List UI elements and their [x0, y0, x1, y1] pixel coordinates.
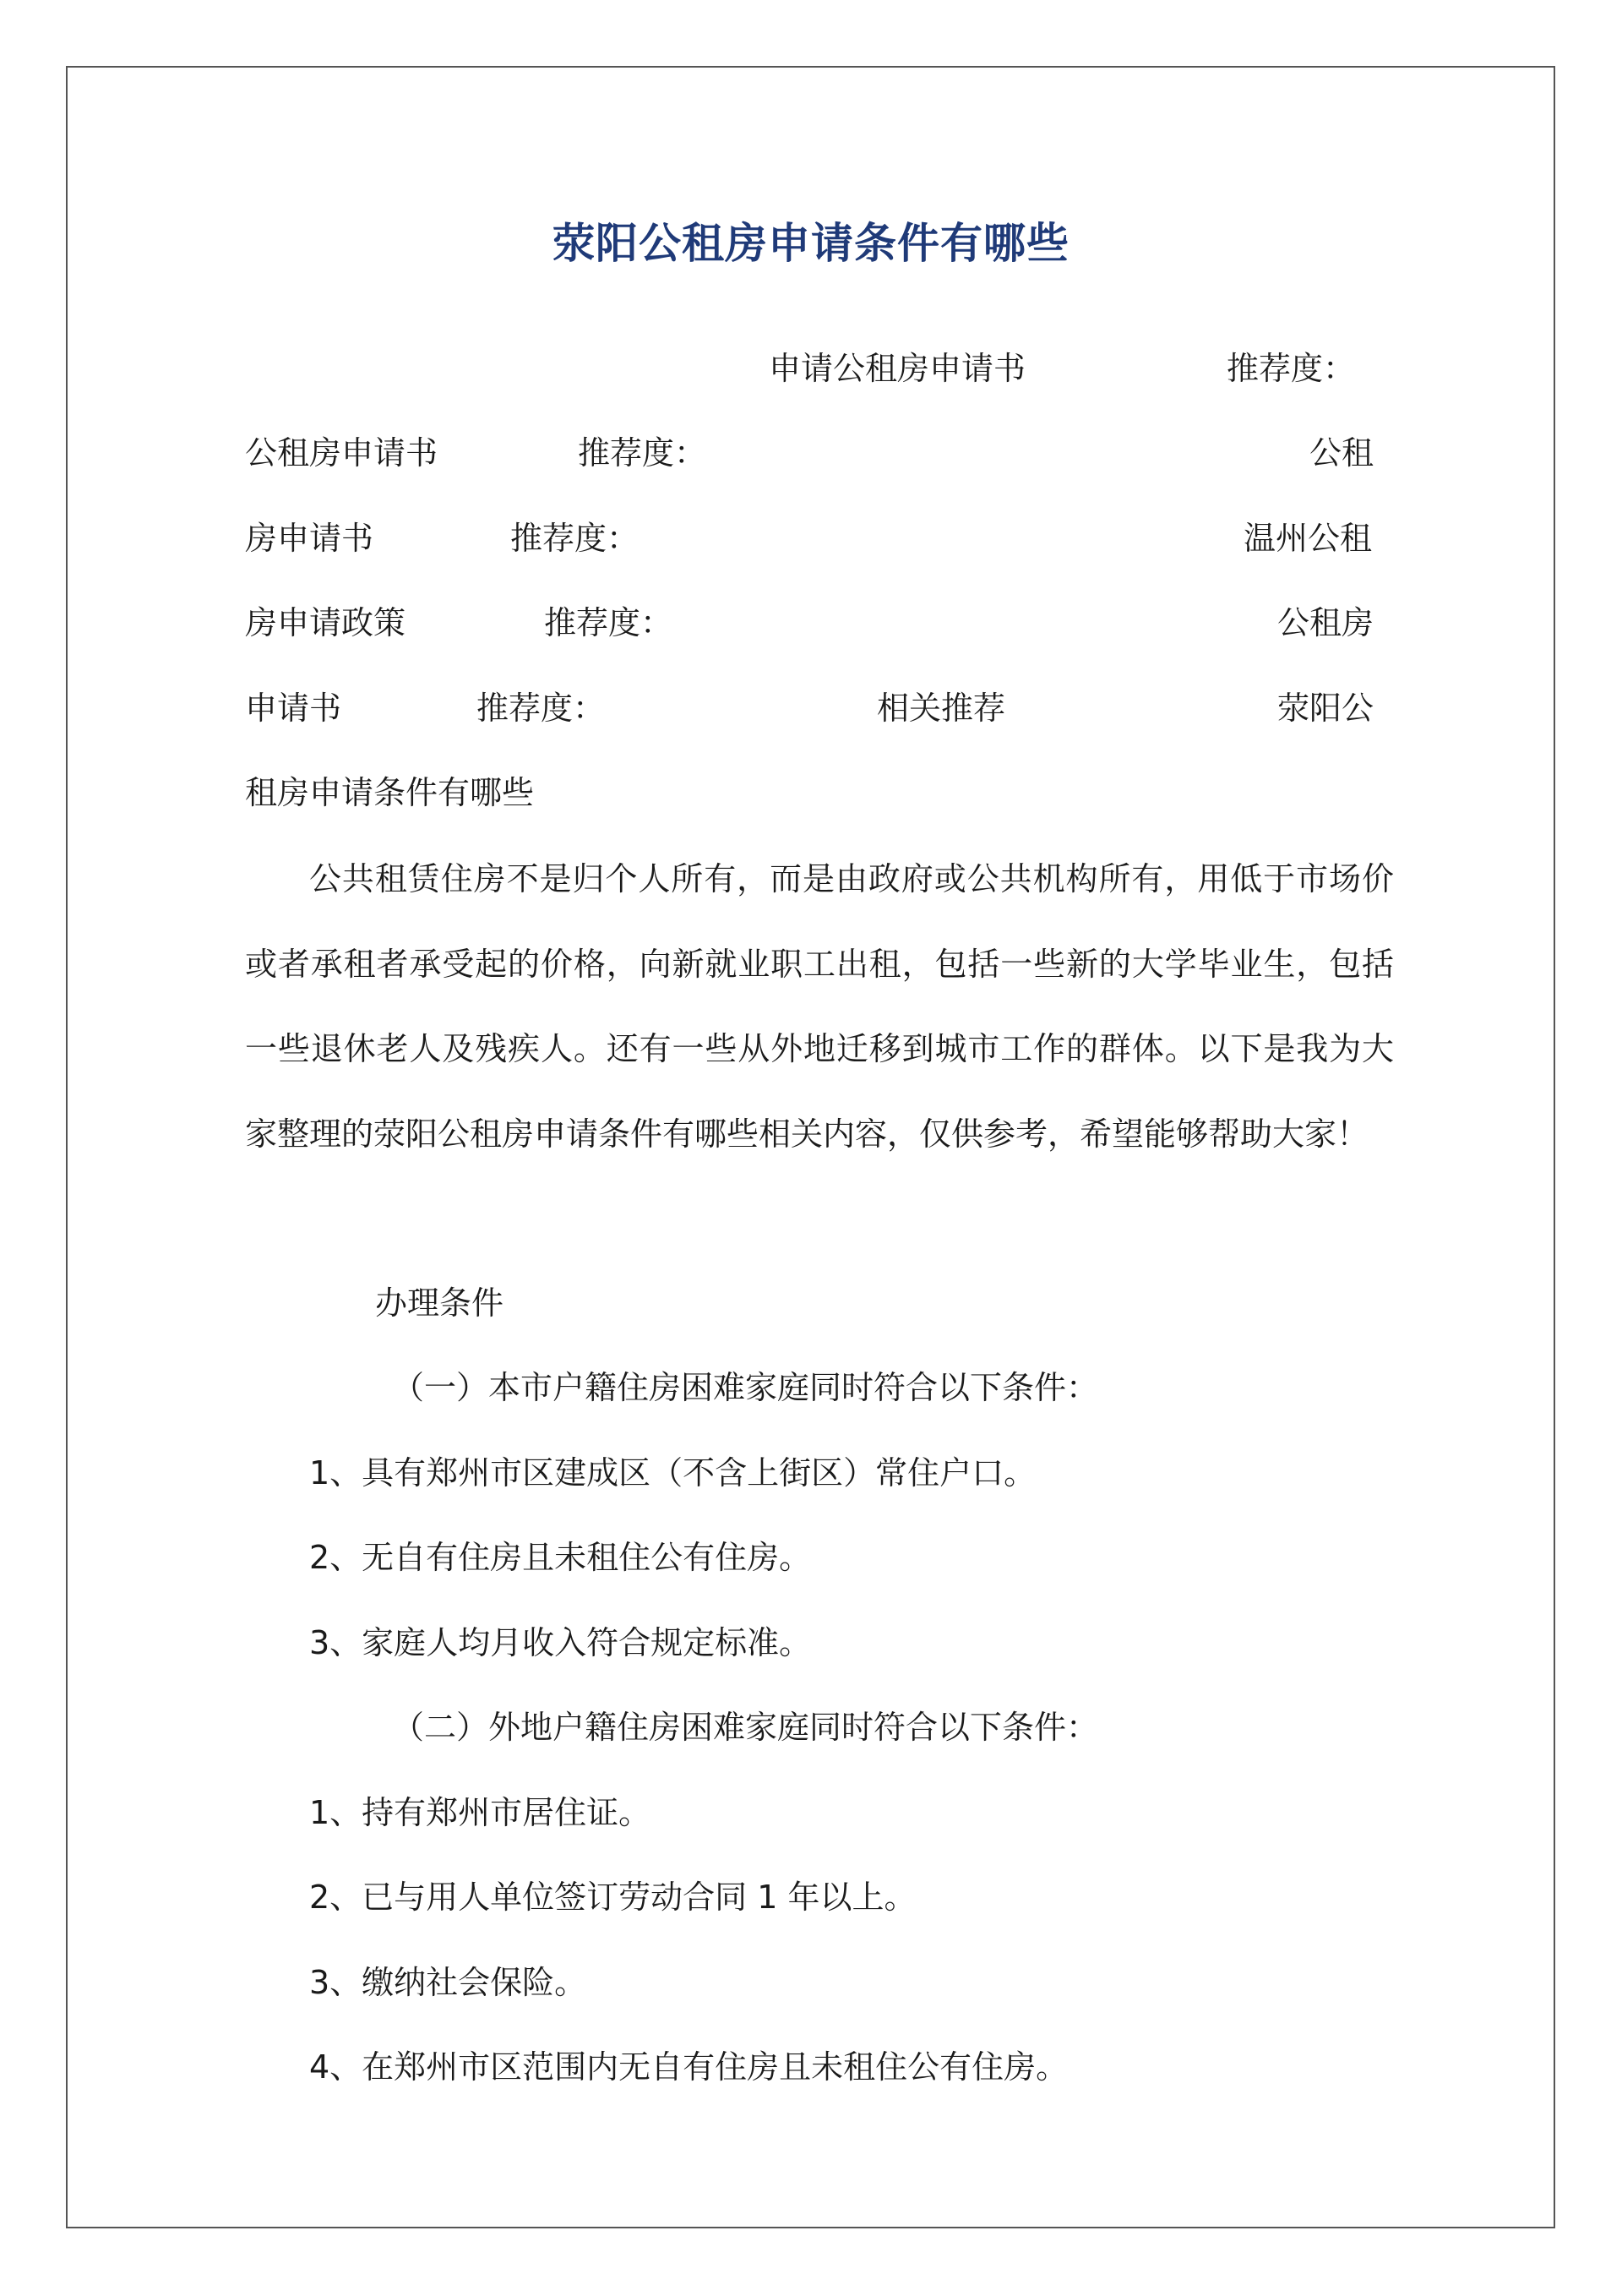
- recommend-rating-label-1: 推荐度：: [1227, 350, 1356, 387]
- recommend-item-3-part1[interactable]: 公租: [1309, 434, 1374, 472]
- related-item-part1[interactable]: 荥阳公: [1277, 690, 1374, 727]
- recommend-item-5-part1[interactable]: 公租房: [1277, 604, 1374, 641]
- group1-item-2: 2、无自有住房且未租住公有住房。: [309, 1539, 812, 1576]
- related-item-part2[interactable]: 租房申请条件有哪些: [245, 774, 535, 811]
- section-heading: 办理条件: [375, 1284, 504, 1322]
- group2-heading: （二）外地户籍住房困难家庭同时符合以下条件：: [392, 1709, 1099, 1746]
- recommend-rating-label-5: 推荐度：: [476, 690, 606, 727]
- group2-item-4: 4、在郑州市区范围内无自有住房且未租住公有住房。: [309, 2048, 1069, 2086]
- group1-item-1: 1、具有郑州市区建成区（不含上街区）常住户口。: [309, 1454, 1037, 1492]
- group1-item-3: 3、家庭人均月收入符合规定标准。: [309, 1624, 812, 1661]
- related-recommend-heading: 相关推荐: [877, 690, 1006, 727]
- recommend-item-2[interactable]: 公租房申请书: [245, 434, 438, 472]
- group2-item-3: 3、缴纳社会保险。: [309, 1964, 587, 2001]
- intro-paragraph: 公共租赁住房不是归个人所有，而是由政府或公共机构所有，用低于市场价或者承租者承受起的价格，向新就业职工出租，包括一些新的大学毕业生，包括一些退休老人及残疾人。还有一些从外地迁移到城市工作的群体。以下是我为大家整理的荥阳公租房申请条件有哪些相关内容，仅供参考，希望能够帮助大家！: [245, 860, 1394, 1153]
- recommend-item-4-part1[interactable]: 温州公租: [1244, 520, 1373, 557]
- recommend-rating-label-4: 推荐度：: [544, 604, 673, 641]
- recommend-item-3-part2[interactable]: 房申请书: [245, 520, 374, 557]
- recommend-rating-label-3: 推荐度：: [510, 520, 640, 557]
- recommend-rating-label-2: 推荐度：: [578, 434, 707, 472]
- group2-item-2: 2、已与用人单位签订劳动合同 1 年以上。: [309, 1879, 917, 1916]
- recommend-item-1[interactable]: 申请公租房申请书: [769, 350, 1026, 387]
- document-title: 荥阳公租房申请条件有哪些: [552, 219, 1070, 268]
- recommend-item-5-part2[interactable]: 申请书: [245, 690, 342, 727]
- group2-item-1: 1、持有郑州市居住证。: [309, 1794, 651, 1831]
- group1-heading: （一）本市户籍住房困难家庭同时符合以下条件：: [392, 1369, 1099, 1406]
- recommend-item-4-part2[interactable]: 房申请政策: [245, 604, 406, 641]
